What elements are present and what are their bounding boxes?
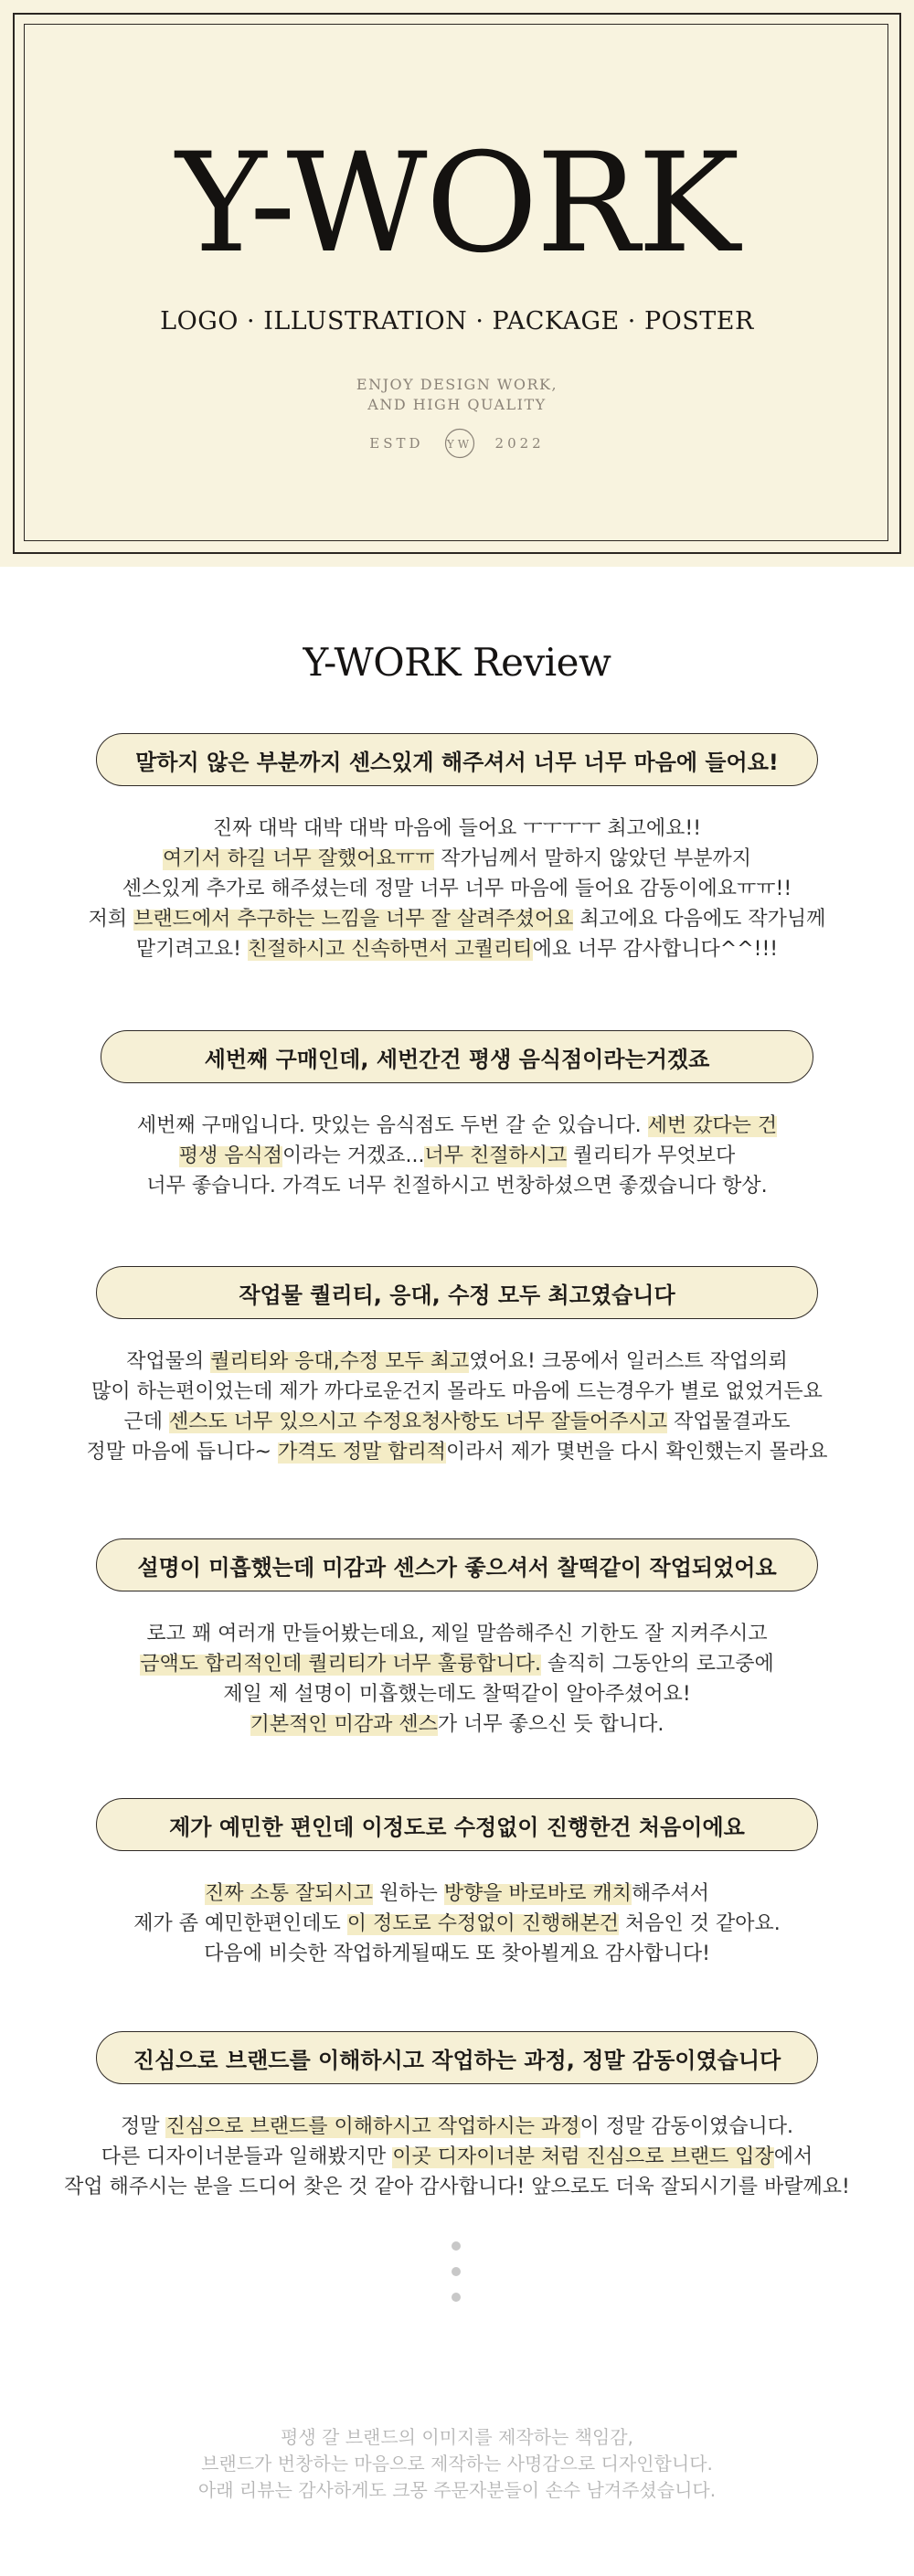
highlighted-text: 센스도 너무 있으시고 수정요청사항도 너무 잘들어주시고: [168, 1410, 667, 1433]
review-line: [0, 1111, 914, 1141]
review-line: [0, 1619, 914, 1649]
review-title-pill: 작업물 퀄리티, 응대, 수정 모두 최고였습니다: [96, 1266, 818, 1319]
tagline-line-2: AND HIGH QUALITY: [367, 396, 547, 413]
highlighted-text: 여기서 하길 너무 잘했어요ㅠㅠ: [162, 847, 435, 870]
review-line: [0, 1939, 914, 1969]
review-text: 근데: [123, 1410, 169, 1433]
review-card: [0, 1266, 914, 1467]
review-text: 최고에요 다음에도 작가님께: [573, 908, 826, 931]
review-text: 에서: [773, 2145, 813, 2168]
estd-label: ESTD: [369, 435, 424, 452]
review-line: [0, 1437, 914, 1467]
review-text: 정말: [120, 2115, 166, 2138]
review-line: [0, 934, 914, 964]
highlighted-text: 세번 갔다는 건: [647, 1114, 778, 1137]
footer-note: [0, 2424, 914, 2504]
dot: [452, 2293, 461, 2302]
footer-line-1: 평생 갈 브랜드의 이미지를 제작하는 책임감,: [281, 2426, 633, 2448]
review-text: 로고 꽤 여러개 만들어봤는데요, 제일 말씀해주신 기한도 잘 지켜주시고: [146, 1623, 768, 1645]
highlighted-text: 기본적인 미감과 센스: [250, 1713, 438, 1736]
review-text: 였어요! 크몽에서 일러스트 작업의뢰: [469, 1350, 788, 1373]
review-line: [0, 1347, 914, 1377]
review-card: [0, 733, 914, 964]
review-text: 저희: [88, 908, 134, 931]
highlighted-text: 이곳 디자이너분 처럼 진심으로 브랜드 입장: [392, 2145, 774, 2168]
footer-line-3: 아래 리뷰는 감사하게도 크몽 주문자분들이 손수 남겨주셨습니다.: [197, 2479, 717, 2501]
review-text: 많이 하는편이었는데 제가 까다로운건지 몰라도 마음에 드는경우가 별로 없었거든요: [91, 1380, 823, 1403]
review-line: [0, 1649, 914, 1679]
dot: [452, 2267, 461, 2276]
highlighted-text: 친절하시고 신속하면서 고퀄리티: [247, 938, 533, 961]
more-dots-icon: [452, 2241, 462, 2318]
review-title-pill: 설명이 미흡했는데 미감과 센스가 좋으셔서 찰떡같이 작업되었어요: [96, 1538, 818, 1591]
hero-banner: [0, 0, 914, 567]
tagline-line-1: ENJOY DESIGN WORK,: [356, 376, 558, 393]
review-line: [0, 814, 914, 844]
estd-row: [0, 428, 914, 459]
review-line: [0, 1407, 914, 1437]
review-body: [0, 1111, 914, 1201]
review-line: [0, 1171, 914, 1201]
review-title-pill: 진심으로 브랜드를 이해하시고 작업하는 과정, 정말 감동이였습니다: [96, 2031, 818, 2084]
tagline: [0, 375, 914, 415]
review-text: 에요 너무 감사합니다^^!!!: [532, 938, 779, 961]
highlighted-text: 진짜 소통 잘되시고: [204, 1882, 373, 1905]
brand-title: Y-WORK: [175, 124, 739, 283]
highlighted-text: 브랜드에서 추구하는 느낌을 너무 잘 살려주셨어요: [133, 908, 574, 931]
estd-year: 2022: [494, 435, 545, 452]
highlighted-text: 진심으로 브랜드를 이해하시고 작업하시는 과정: [165, 2115, 580, 2138]
review-text: 가 너무 좋으신 듯 합니다.: [437, 1713, 664, 1736]
review-line: [0, 1709, 914, 1740]
review-line: [0, 874, 914, 904]
review-text: 퀄리티가 무엇보다: [567, 1144, 736, 1167]
review-card: [0, 2031, 914, 2202]
monogram-logo-icon: [444, 428, 475, 459]
review-text: 솔직히 그동안의 로고중에: [541, 1653, 774, 1676]
review-text: 다음에 비슷한 작업하게될때도 또 찾아뵐게요 감사합니다!: [204, 1943, 710, 1965]
review-title-pill: 말하지 않은 부분까지 센스있게 해주셔서 너무 너무 마음에 들어요!: [96, 733, 818, 786]
review-line: [0, 904, 914, 934]
footer-line-2: 브랜드가 번창하는 마음으로 제작하는 사명감으로 디자인합니다.: [201, 2453, 713, 2475]
highlighted-text: 가격도 정말 합리적: [277, 1441, 446, 1464]
review-line: [0, 844, 914, 874]
review-text: 작업 해주시는 분을 드디어 찾은 것 같아 감사합니다! 앞으로도 더욱 잘되시기를 바랄께요!: [64, 2176, 850, 2198]
review-text: 작업물의: [126, 1350, 211, 1373]
review-line: [0, 2112, 914, 2142]
review-title-pill: 세번째 구매인데, 세번간건 평생 음식점이라는거겠죠: [101, 1030, 813, 1083]
review-body: [0, 2112, 914, 2202]
review-text: 세번째 구매입니다. 맛있는 음식점도 두번 갈 순 있습니다.: [136, 1114, 648, 1137]
review-line: [0, 1679, 914, 1709]
review-card: [0, 1538, 914, 1740]
highlighted-text: 금액도 합리적인데 퀄리티가 너무 훌륭합니다.: [140, 1653, 541, 1676]
review-text: 정말 마음에 듭니다~: [86, 1441, 278, 1464]
review-body: [0, 1347, 914, 1467]
review-line: [0, 1879, 914, 1909]
review-text: 맡기려고요!: [135, 938, 248, 961]
review-text: 진짜 대박 대박 대박 마음에 들어요 ㅜㅜㅜㅜ 최고에요!!: [212, 817, 702, 840]
review-line: [0, 2142, 914, 2172]
highlighted-text: 방향을 바로바로 캐치: [443, 1882, 632, 1905]
review-section-title: Y-WORK Review: [303, 640, 611, 685]
highlighted-text: 퀄리티와 응대,수정 모두 최고: [210, 1350, 470, 1373]
highlighted-text: 너무 친절하시고: [424, 1144, 568, 1167]
review-text: 제일 제 설명이 미흡했는데도 찰떡같이 알아주셨어요!: [223, 1683, 691, 1706]
review-line: [0, 1909, 914, 1939]
review-text: 이라는 거겠죠...: [282, 1144, 425, 1167]
review-text: 작업물결과도: [667, 1410, 791, 1433]
review-body: [0, 1879, 914, 1969]
review-text: 제가 좀 예민한편인데도: [133, 1912, 347, 1935]
review-body: [0, 814, 914, 964]
review-text: 이라서 제가 몇번을 다시 확인했는지 몰라요: [445, 1441, 828, 1464]
review-text: 작가님께서 말하지 않았던 부분까지: [434, 847, 752, 870]
dot: [452, 2241, 461, 2251]
review-line: [0, 1141, 914, 1171]
review-text: 이 정말 감동이였습니다.: [579, 2115, 794, 2138]
highlighted-text: 이 정도로 수정없이 진행해본건: [346, 1912, 620, 1935]
review-body: [0, 1619, 914, 1740]
review-line: [0, 2172, 914, 2202]
review-text: 다른 디자이너분들과 일해봤지만: [101, 2145, 393, 2168]
review-text: 너무 좋습니다. 가격도 너무 친절하시고 번창하셨으면 좋겠습니다 항상.: [146, 1175, 768, 1198]
review-line: [0, 1377, 914, 1407]
monogram-text: YW: [446, 438, 473, 451]
review-text: 해주셔서: [632, 1882, 710, 1905]
review-card: [0, 1798, 914, 1969]
services-line: LOGO · ILLUSTRATION · PACKAGE · POSTER: [160, 307, 754, 335]
highlighted-text: 평생 음식점: [178, 1144, 282, 1167]
review-card: [0, 1030, 914, 1201]
review-text: 센스있게 추가로 해주셨는데 정말 너무 너무 마음에 들어요 감동이에요ㅠㅠ!!: [122, 878, 792, 900]
review-text: 원하는: [372, 1882, 444, 1905]
review-title-pill: 제가 예민한 편인데 이정도로 수정없이 진행한건 처음이에요: [96, 1798, 818, 1851]
review-text: 처음인 것 같아요.: [619, 1912, 781, 1935]
